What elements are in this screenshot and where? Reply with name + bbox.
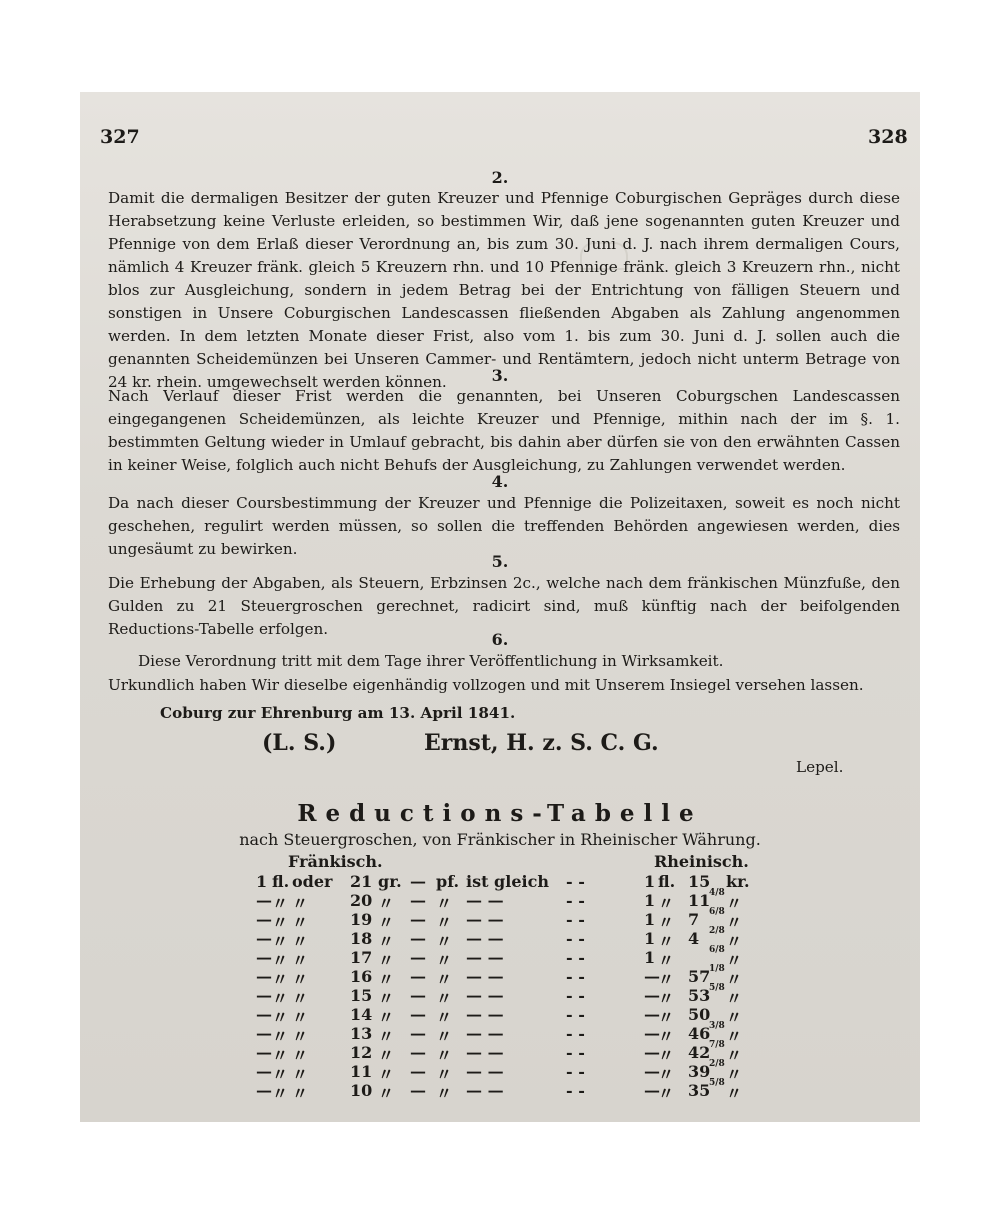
cell-gr-unit: 〃 — [378, 1008, 395, 1027]
cell-pf-unit: 〃 — [436, 1046, 453, 1065]
cell-ist-gleich: — — — [466, 948, 504, 967]
cell-gr: 17 — [350, 948, 373, 967]
cell-kr-unit: 〃 — [726, 951, 743, 970]
cell-kr-fraction: 4/8 — [709, 888, 725, 898]
cell-kr-fraction: 6/8 — [709, 945, 725, 955]
cell-kr: 4 — [688, 929, 700, 948]
cell-ist-gleich: — — — [466, 929, 504, 948]
cell-pf: — — [410, 910, 426, 929]
cell-rfl-unit: 〃 — [658, 1027, 675, 1046]
cell-dots: - - — [566, 891, 585, 910]
section-number: 5. — [491, 552, 509, 571]
cell-fl: — — [256, 891, 272, 910]
cell-dots: - - — [566, 967, 585, 986]
table-row — [256, 983, 756, 1008]
cell-pf-unit: 〃 — [436, 951, 453, 970]
cell-rfl: 1 — [644, 948, 656, 967]
cell-oder: 〃 — [292, 989, 309, 1008]
section-number: 2. — [491, 168, 509, 187]
cell-gr: 12 — [350, 1043, 373, 1062]
cell-fl: — — [256, 910, 272, 929]
section-number: 4. — [491, 472, 509, 491]
countersignature: Lepel. — [796, 758, 844, 776]
cell-gr: 14 — [350, 1005, 373, 1024]
cell-gr-unit: 〃 — [378, 989, 395, 1008]
cell-fl-unit: 〃 — [272, 1027, 289, 1046]
section-paragraph: Da nach dieser Coursbestimmung der Kreuzer und Pfennige die Polizeitaxen, soweit es noch nicht geschehen, regulirt werden müssen, so sollen die treffenden Behörden angewiesen werden, dies ungesäumt zu bewirken. — [108, 494, 900, 558]
cell-kr-fraction: 5/8 — [709, 1078, 725, 1088]
cell-gr: 16 — [350, 967, 373, 986]
cell-fl: — — [256, 1062, 272, 1081]
cell-gr-unit: 〃 — [378, 1084, 395, 1103]
cell-ist-gleich: — — — [466, 967, 504, 986]
cell-rfl: — — [644, 1062, 660, 1081]
cell-fl-unit: 〃 — [272, 894, 289, 913]
cell-kr: 15 — [688, 872, 711, 891]
cell-rfl-unit: 〃 — [658, 970, 675, 989]
cell-kr-fraction: 2/8 — [709, 926, 725, 936]
cell-kr: 42 — [688, 1043, 711, 1062]
cell-pf-unit: 〃 — [436, 1027, 453, 1046]
cell-kr: 11 — [688, 891, 711, 910]
cell-ist-gleich: ist gleich — [466, 872, 549, 891]
cell-oder: 〃 — [292, 970, 309, 989]
cell-fl-unit: 〃 — [272, 951, 289, 970]
cell-gr: 11 — [350, 1062, 373, 1081]
section-number: 3. — [491, 366, 509, 385]
cell-fl-unit: 〃 — [272, 1065, 289, 1084]
cell-fl: 1 — [256, 872, 268, 891]
cell-kr-fraction: 5/8 — [709, 983, 725, 993]
cell-pf: — — [410, 1081, 426, 1100]
cell-pf-unit: 〃 — [436, 1065, 453, 1084]
cell-rfl: — — [644, 967, 660, 986]
cell-rfl: — — [644, 1005, 660, 1024]
cell-fl: — — [256, 948, 272, 967]
cell-pf: — — [410, 929, 426, 948]
cell-rfl-unit: 〃 — [658, 951, 675, 970]
cell-kr: 53 — [688, 986, 711, 1005]
cell-fl: — — [256, 1043, 272, 1062]
cell-pf-unit: 〃 — [436, 932, 453, 951]
cell-rfl-unit: 〃 — [658, 989, 675, 1008]
cell-fl-unit: 〃 — [272, 932, 289, 951]
cell-rfl: — — [644, 986, 660, 1005]
cell-oder: 〃 — [292, 932, 309, 951]
cell-rfl-unit: 〃 — [658, 1046, 675, 1065]
cell-oder: 〃 — [292, 913, 309, 932]
cell-dots: - - — [566, 1005, 585, 1024]
cell-oder: 〃 — [292, 951, 309, 970]
cell-pf-unit: 〃 — [436, 989, 453, 1008]
cell-gr: 18 — [350, 929, 373, 948]
cell-fl: — — [256, 1081, 272, 1100]
cell-oder: oder — [292, 872, 333, 891]
cell-pf: — — [410, 1043, 426, 1062]
cell-kr: 39 — [688, 1062, 711, 1081]
cell-ist-gleich: — — — [466, 1024, 504, 1043]
cell-rfl: 1 — [644, 891, 656, 910]
cell-ist-gleich: — — — [466, 1005, 504, 1024]
cell-oder: 〃 — [292, 1008, 309, 1027]
column-header-rheinisch: Rheinisch. — [654, 852, 749, 871]
cell-fl-unit: 〃 — [272, 970, 289, 989]
cell-gr-unit: 〃 — [378, 932, 395, 951]
section-paragraph: Damit die dermaligen Besitzer der guten Kreuzer und Pfennige Coburgischen Gepräges durch diese Herabsetzung keine Verluste erleiden, so bestimmen Wir, daß jene sogenannten guten Kreuzer und Pfennige von dem Erlaß dieser Verordnung an, bis zum 30. Juni d. J. nach ihrem dermaligen Cours, nämlich 4 Kreuzer fränk. gleich 5 Kreuzern rhn. und 10 Pfennige fränk. gleich 3 Kreuzern rhn., nicht blos zur Ausgleichung, sondern in jedem Betrag bei der Entrichtung von fälligen Steuern und sonstigen in Unsere Coburgischen Landescassen fließenden Abgaben als Zahlung angenommen werden. In dem letzten Monate dieser Frist, also vom 1. bis zum 30. Juni d. J. sollen auch die genannten Scheidemünzen bei Unseren Cammer- und Rentämtern, jedoch nicht unterm Betrage von 24 kr. rhein. umgewechselt werden können. — [108, 189, 900, 391]
cell-pf-unit: 〃 — [436, 913, 453, 932]
cell-pf: — — [410, 948, 426, 967]
cell-pf-unit: 〃 — [436, 894, 453, 913]
cell-kr-unit: 〃 — [726, 1008, 743, 1027]
cell-gr-unit: 〃 — [378, 1046, 395, 1065]
cell-dots: - - — [566, 1081, 585, 1100]
cell-kr-unit: 〃 — [726, 1046, 743, 1065]
cell-kr-fraction: 3/8 — [709, 1021, 725, 1031]
cell-fl-unit: 〃 — [272, 1046, 289, 1065]
cell-rfl: — — [644, 1081, 660, 1100]
cell-rfl-unit: 〃 — [658, 1084, 675, 1103]
cell-dots: - - — [566, 1062, 585, 1081]
cell-ist-gleich: — — — [466, 986, 504, 1005]
cell-dots: - - — [566, 910, 585, 929]
column-header-fraenkisch: Fränkisch. — [288, 852, 383, 871]
cell-fl-unit: 〃 — [272, 989, 289, 1008]
cell-kr-unit: 〃 — [726, 932, 743, 951]
cell-kr: 35 — [688, 1081, 711, 1100]
cell-ist-gleich: — — — [466, 1081, 504, 1100]
cell-ist-gleich: — — — [466, 891, 504, 910]
cell-kr-unit: kr. — [726, 872, 750, 891]
cell-fl: — — [256, 967, 272, 986]
cell-ist-gleich: — — — [466, 910, 504, 929]
cell-oder: 〃 — [292, 1065, 309, 1084]
cell-kr-unit: 〃 — [726, 989, 743, 1008]
closing-formula: Urkundlich haben Wir dieselbe eigenhändig vollzogen und mit Unserem Insiegel versehen lassen. — [108, 676, 864, 694]
seal-mark: (L. S.) — [262, 730, 337, 756]
cell-kr-fraction: 6/8 — [709, 907, 725, 917]
cell-kr: 7 — [688, 910, 700, 929]
cell-oder: 〃 — [292, 1084, 309, 1103]
cell-rfl: 1 — [644, 929, 656, 948]
cell-rfl-unit: 〃 — [658, 1065, 675, 1084]
cell-gr-unit: gr. — [378, 872, 402, 891]
cell-rfl-unit: fl. — [658, 872, 676, 891]
cell-fl-unit: fl. — [272, 872, 290, 891]
table-title: Reductions-Tabelle — [297, 800, 703, 827]
cell-oder: 〃 — [292, 1046, 309, 1065]
table-subtitle: nach Steuergroschen, von Fränkischer in Rheinischer Währung. — [239, 830, 761, 849]
cell-kr: 57 — [688, 967, 711, 986]
cell-gr: 15 — [350, 986, 373, 1005]
section-number: 6. — [491, 630, 509, 649]
cell-gr-unit: 〃 — [378, 913, 395, 932]
cell-pf: — — [410, 1005, 426, 1024]
cell-gr: 21 — [350, 872, 373, 891]
cell-gr: 10 — [350, 1081, 373, 1100]
page-number-right: 328 — [868, 126, 908, 148]
cell-fl-unit: 〃 — [272, 913, 289, 932]
cell-fl: — — [256, 986, 272, 1005]
cell-pf: — — [410, 891, 426, 910]
cell-rfl: 1 — [644, 910, 656, 929]
cell-rfl: — — [644, 1024, 660, 1043]
cell-gr: 19 — [350, 910, 373, 929]
cell-gr-unit: 〃 — [378, 970, 395, 989]
cell-pf-unit: 〃 — [436, 1084, 453, 1103]
cell-pf: — — [410, 986, 426, 1005]
cell-dots: - - — [566, 1024, 585, 1043]
cell-fl-unit: 〃 — [272, 1084, 289, 1103]
cell-kr-fraction: 7/8 — [709, 1040, 725, 1050]
reduction-table — [256, 872, 756, 1103]
cell-rfl-unit: 〃 — [658, 894, 675, 913]
table-row — [256, 872, 756, 891]
cell-kr: 46 — [688, 1024, 711, 1043]
signature: Ernst, H. z. S. C. G. — [424, 730, 659, 756]
cell-rfl: — — [644, 1043, 660, 1062]
cell-fl: — — [256, 929, 272, 948]
cell-pf-unit: 〃 — [436, 970, 453, 989]
cell-dots: - - — [566, 872, 585, 891]
cell-kr-fraction: 1/8 — [709, 964, 725, 974]
cell-pf: — — [410, 1062, 426, 1081]
table-row — [256, 1078, 756, 1103]
cell-oder: 〃 — [292, 1027, 309, 1046]
cell-gr-unit: 〃 — [378, 1027, 395, 1046]
cell-ist-gleich: — — — [466, 1062, 504, 1081]
section-paragraph: Nach Verlauf dieser Frist werden die genannten, bei Unseren Coburgschen Landescassen eingegangenen Scheidemünzen, als leichte Kreuzer und Pfennige, mithin nach der im §. 1. bestimmten Geltung wieder in Umlauf gebracht, bis dahin aber dürfen sie von den erwähnten Cassen in keiner Weise, folglich auch nicht Behufs der Ausgleichung, zu Zahlungen verwendet werden. — [108, 387, 900, 474]
cell-gr-unit: 〃 — [378, 1065, 395, 1084]
cell-pf-unit: 〃 — [436, 1008, 453, 1027]
cell-kr-unit: 〃 — [726, 1084, 743, 1103]
cell-gr: 20 — [350, 891, 373, 910]
cell-gr-unit: 〃 — [378, 951, 395, 970]
cell-kr-unit: 〃 — [726, 913, 743, 932]
section-paragraph: Die Erhebung der Abgaben, als Steuern, Erbzinsen 2c., welche nach dem fränkischen Münzfuße, den Gulden zu 21 Steuergroschen gerechnet, radicirt sind, muß künftig nach der beifolgenden Reductions-Tabelle erfolgen. — [108, 574, 900, 638]
cell-dots: - - — [566, 986, 585, 1005]
cell-fl: — — [256, 1005, 272, 1024]
cell-rfl-unit: 〃 — [658, 913, 675, 932]
cell-fl-unit: 〃 — [272, 1008, 289, 1027]
cell-pf: — — [410, 967, 426, 986]
cell-rfl: 1 — [644, 872, 656, 891]
cell-kr-unit: 〃 — [726, 1027, 743, 1046]
cell-kr-unit: 〃 — [726, 970, 743, 989]
section-paragraph: Diese Verordnung tritt mit dem Tage ihrer Veröffentlichung in Wirksamkeit. — [138, 652, 724, 670]
cell-rfl-unit: 〃 — [658, 1008, 675, 1027]
cell-kr: 50 — [688, 1005, 711, 1024]
cell-gr: 13 — [350, 1024, 373, 1043]
cell-kr-unit: 〃 — [726, 894, 743, 913]
cell-dots: - - — [566, 1043, 585, 1062]
cell-dots: - - — [566, 929, 585, 948]
cell-pf: — — [410, 1024, 426, 1043]
cell-fl: — — [256, 1024, 272, 1043]
cell-ist-gleich: — — — [466, 1043, 504, 1062]
cell-pf-unit: pf. — [436, 872, 460, 891]
page-number-left: 327 — [100, 126, 140, 148]
cell-gr-unit: 〃 — [378, 894, 395, 913]
cell-kr-fraction: 2/8 — [709, 1059, 725, 1069]
cell-kr-unit: 〃 — [726, 1065, 743, 1084]
place-date: Coburg zur Ehrenburg am 13. April 1841. — [160, 704, 516, 722]
cell-oder: 〃 — [292, 894, 309, 913]
cell-pf: — — [410, 872, 426, 891]
cell-dots: - - — [566, 948, 585, 967]
cell-rfl-unit: 〃 — [658, 932, 675, 951]
